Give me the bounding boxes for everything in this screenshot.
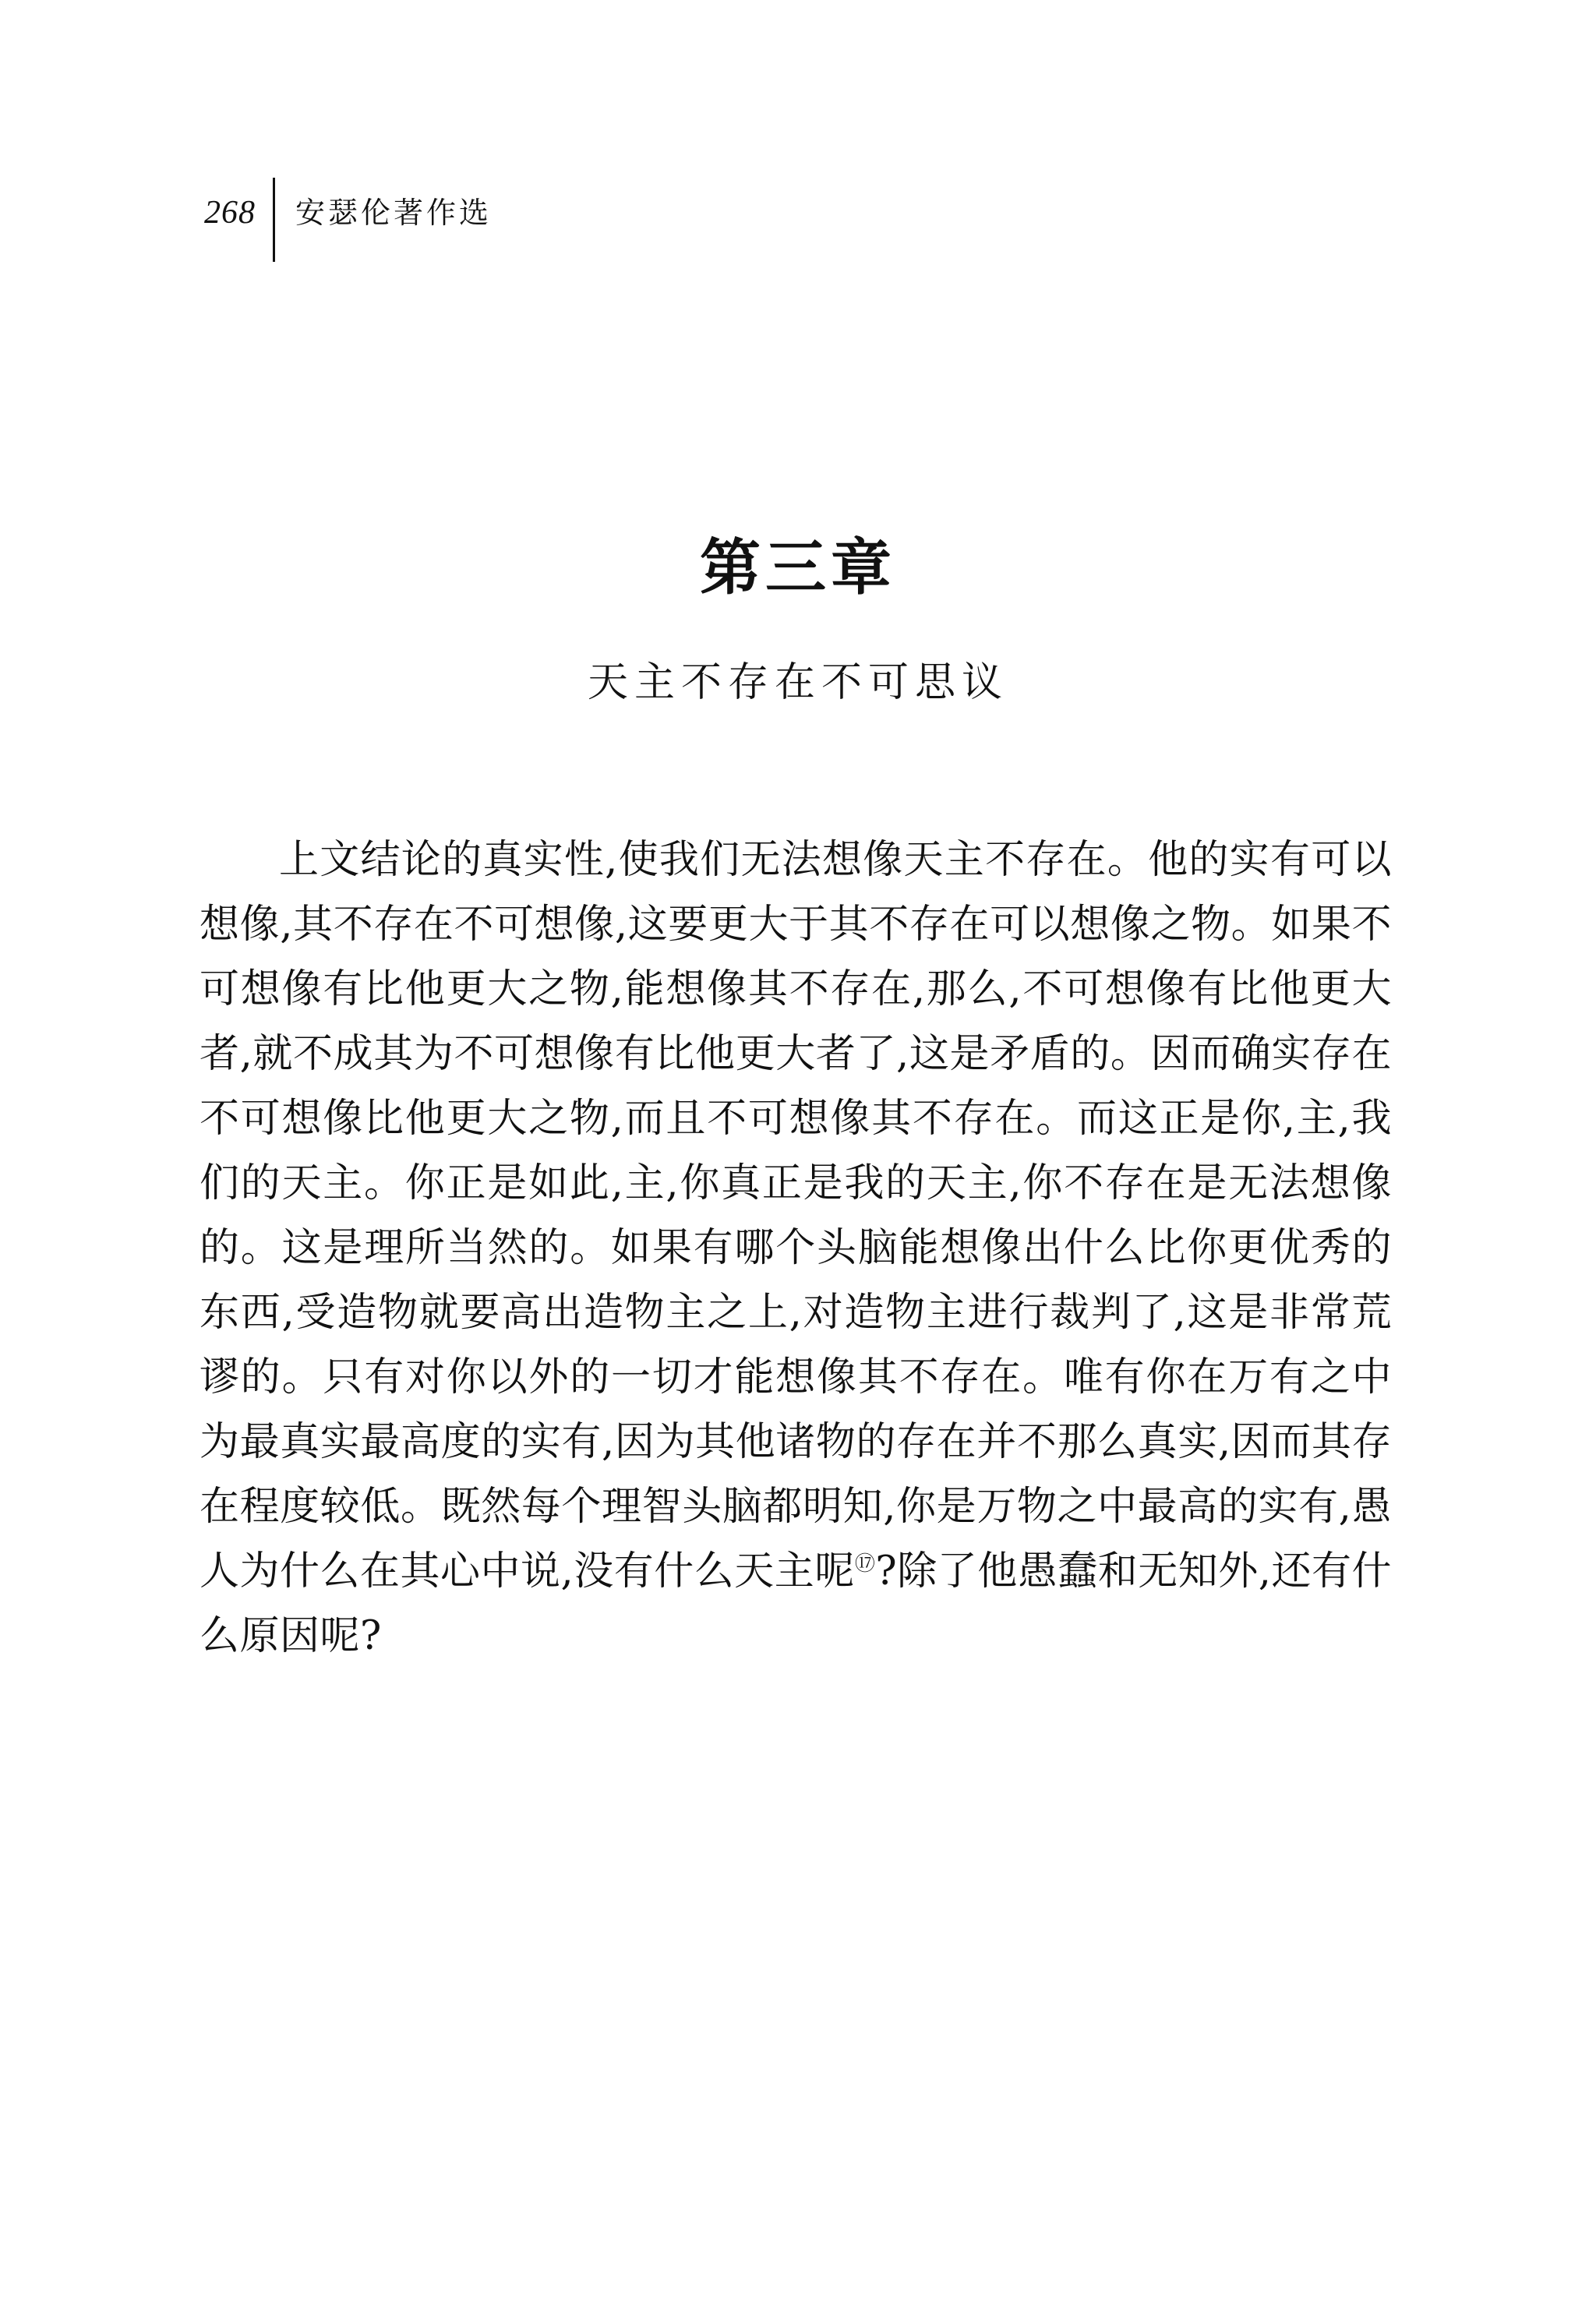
body-text-part1: 上文结论的真实性,使我们无法想像天主不存在。他的实有可以想像,其不存在不可想像,这要更大于其不存在可以想像之物。如果不可想像有比他更大之物,能想像其不存在,那么,不可想像有比他更大者,就不成其为不可想像有比他更大者了,这是矛盾的。因而确实存在不可想像比他更大之物,而且不可想像其不存在。而这正是你,主,我们的天主。你正是如此,主,你真正是我的天主,你不存在是无法想像的。这是理所当然的。如果有哪个头脑能想像出什么比你更优秀的东西,受造物就要高出造物主之上,对造物主进行裁判了,这是非常荒谬的。只有对你以外的一切才能想像其不存在。唯有你在万有之中为最真实最高度的实有,因为其他诸物的存在并不那么真实,因而其存在程度较低。既然每个理智头脑都明知,你是万物之中最高的实有,愚人为什么在其心中说,没有什么天主呢 — [200, 837, 1392, 1594]
footnote-marker[interactable]: ⑰ — [854, 1552, 876, 1576]
body-paragraph — [200, 828, 1392, 1668]
running-header — [204, 178, 492, 262]
book-title: 安瑟伦著作选 — [295, 196, 493, 230]
body-text-part2: ?除了他愚蠢和无知外,还有什么原因呢? — [200, 1548, 1392, 1659]
page-number: 268 — [204, 195, 256, 231]
chapter-subtitle: 天主不存在不可思议 — [587, 659, 1008, 706]
header-divider — [273, 178, 275, 262]
chapter-title: 第三章 — [699, 533, 896, 603]
